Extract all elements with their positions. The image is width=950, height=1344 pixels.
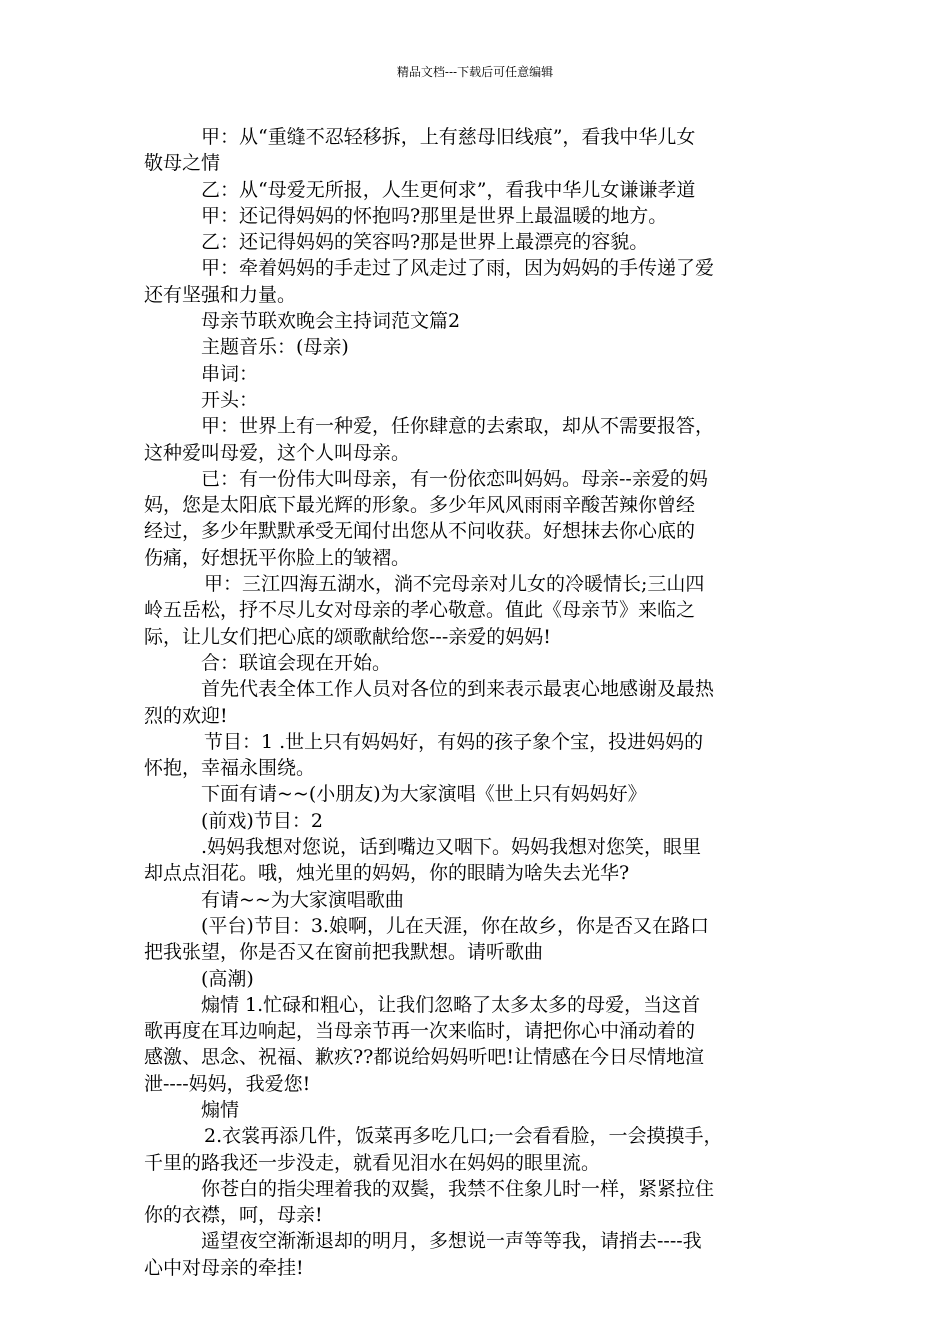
text-line: (高潮) [201,967,254,990]
text-line: 首先代表全体工作人员对各位的到来表示最衷心地感谢及最热 [201,678,715,701]
text-line: 却点点泪花。哦，烛光里的妈妈，你的眼睛为啥失去光华? [144,862,630,885]
text-line: 岭五岳松，抒不尽儿女对母亲的孝心敬意。值此《母亲节》来临之 [144,599,696,622]
text-line: 乙：从“母爱无所报，人生更何求”，看我中华儿女谦谦孝道 [201,178,696,201]
text-line: 甲：牵着妈妈的手走过了风走过了雨，因为妈妈的手传递了爱 [201,257,715,280]
text-line: 乙：还记得妈妈的笑容吗?那是世界上最漂亮的容貌。 [201,231,649,254]
text-line: 母亲节联欢晚会主持词范文篇2 [201,310,461,333]
text-line: 际，让儿女们把心底的颂歌献给您---亲爱的妈妈! [144,625,551,648]
text-line: 合：联谊会现在开始。 [201,651,392,674]
text-line: 千里的路我还一步没走，就看见泪水在妈妈的眼里流。 [144,1151,601,1174]
text-line: 心中对母亲的牵挂! [144,1256,304,1279]
text-line: 下面有请~~(小朋友)为大家演唱《世上只有妈妈好》 [201,783,647,806]
text-line: 主题音乐：(母亲) [201,336,349,359]
page-header: 精品文档---下载后可任意编辑 [396,65,554,79]
text-line: 这种爱叫母爱，这个人叫母亲。 [144,441,411,464]
text-line: 甲：还记得妈妈的怀抱吗?那里是世界上最温暖的地方。 [201,204,668,227]
text-line: 经过，多少年默默承受无闻付出您从不问收获。好想抹去你心底的 [144,520,696,543]
text-line: 你的衣襟，呵，母亲! [144,1204,323,1227]
text-line: 煽情 1.忙碌和粗心，让我们忽略了太多太多的母爱，当这首 [201,993,701,1016]
text-line: (平台)节目：3.娘啊，儿在天涯，你在故乡，你是否又在路口 [201,914,709,937]
text-line: 伤痛，好想抚平你脸上的皱褶。 [144,546,411,569]
text-line: 串词： [201,362,259,385]
text-line: 怀抱，幸福永围绕。 [144,757,316,780]
text-line: 歌再度在耳边响起，当母亲节再一次来临时，请把你心中涌动着的 [144,1020,696,1043]
document-body [144,124,810,1281]
text-line: 2.衣裳再添几件，饭菜再多吃几口;一会看看脸，一会摸摸手， [204,1125,723,1148]
text-line: 烈的欢迎! [144,704,228,727]
text-line: 把我张望，你是否又在窗前把我默想。请听歌曲 [144,941,544,964]
text-line: 甲：世界上有一种爱，任你肆意的去索取，却从不需要报答， [201,415,715,438]
text-line: 还有坚强和力量。 [144,283,297,306]
text-line: 敬母之情 [144,152,221,175]
text-line: 你苍白的指尖理着我的双鬓，我禁不住象儿时一样，紧紧拉住 [201,1177,715,1200]
text-line: 泄----妈妈，我爱您! [144,1072,311,1095]
text-line: 感激、思念、祝福、歉疚??都说给妈妈听吧!让情感在今日尽情地渲 [144,1046,705,1069]
text-line: 煽情 [201,1098,240,1121]
text-line: 有请~~为大家演唱歌曲 [201,888,404,911]
text-line: 甲：从“重缝不忍轻移拆，上有慈母旧线痕”，看我中华儿女 [201,126,696,148]
text-line: 遥望夜空渐渐退却的明月，多想说一声等等我，请捎去----我 [201,1230,702,1253]
text-line: (前戏)节目：2 [201,809,323,832]
text-line: 开头： [201,388,259,411]
text-line: .妈妈我想对您说，话到嘴边又咽下。妈妈我想对您笑，眼里 [201,836,702,859]
text-line: 节目：1 .世上只有妈妈好，有妈的孩子象个宝，投进妈妈的 [204,730,704,753]
text-line: 甲：三江四海五湖水，淌不完母亲对儿女的冷暖情长;三山四 [204,573,705,596]
text-line: 妈，您是太阳底下最光辉的形象。多少年风风雨雨辛酸苦辣你曾经 [144,494,696,517]
text-line: 已：有一份伟大叫母亲，有一份依恋叫妈妈。母亲--亲爱的妈 [201,467,708,490]
